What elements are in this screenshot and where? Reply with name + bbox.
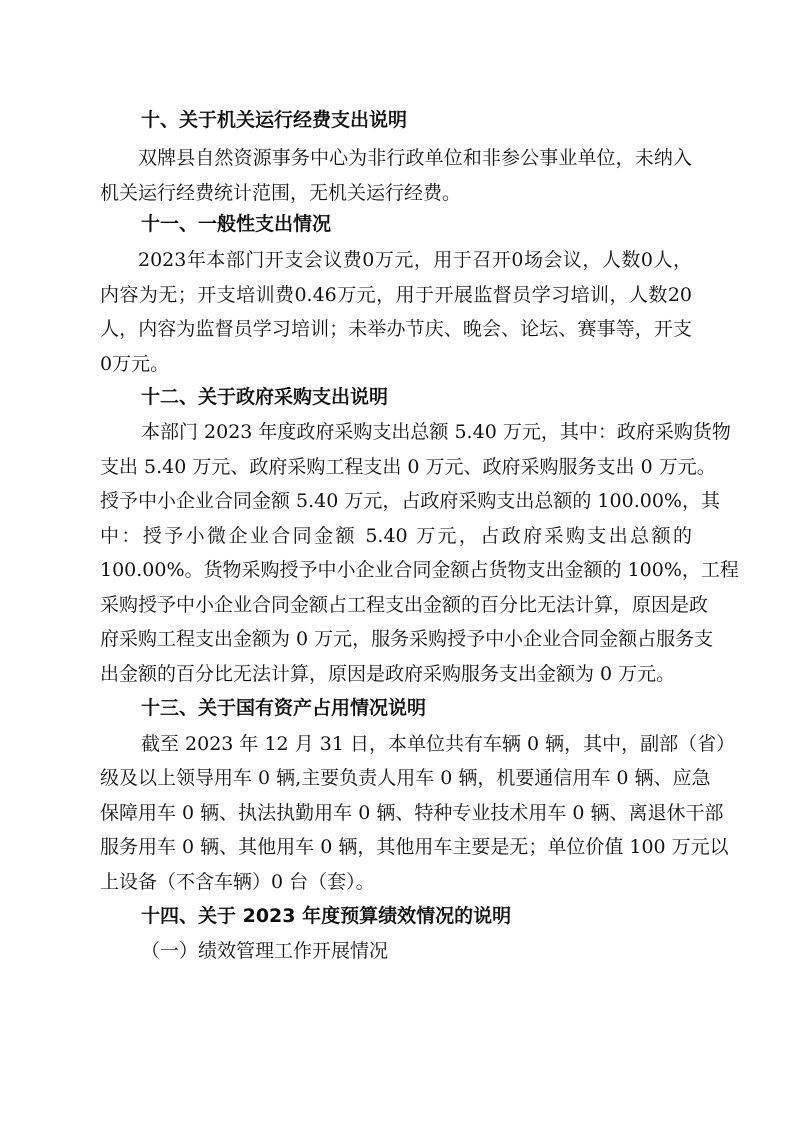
section-13-line: 截至 2023 年 12 月 31 日，本单位共有车辆 0 辆，其中，副部（省） — [141, 733, 736, 755]
section-10-heading: 十、关于机关运行经费支出说明 — [141, 109, 408, 131]
section-13-line: 上设备（不含车辆）0 台（套）。 — [100, 871, 375, 893]
section-12-line: 本部门 2023 年度政府采购支出总额 5.40 万元，其中：政府采购货物 — [141, 421, 731, 443]
section-12-heading: 十二、关于政府采购支出说明 — [141, 386, 389, 408]
section-13-line: 服务用车 0 辆、其他用车 0 辆，其他用车主要是无；单位价值 100 万元以 — [100, 836, 729, 858]
section-12-line: 府采购工程支出金额为 0 万元，服务采购授予中小企业合同金额占服务支 — [100, 628, 714, 650]
section-14-heading: 十四、关于 2023 年度预算绩效情况的说明 — [141, 905, 512, 927]
section-12-line: 支出 5.40 万元、政府采购工程支出 0 万元、政府采购服务支出 0 万元。 — [100, 456, 716, 478]
section-13-line: 保障用车 0 辆、执法执勤用车 0 辆、特种专业技术用车 0 辆、离退休干部 — [100, 802, 724, 824]
section-14-subheading: （一）绩效管理工作开展情况 — [141, 940, 389, 962]
section-11-heading: 十一、一般性支出情况 — [141, 213, 332, 235]
section-13-line: 级及以上领导用车 0 辆,主要负责人用车 0 辆，机要通信用车 0 辆、应急 — [100, 767, 711, 789]
section-12-line: 中：授予小微企业合同金额 5.40 万元，占政府采购支出总额的 — [100, 525, 692, 547]
section-12-line: 授予中小企业合同金额 5.40 万元，占政府采购支出总额的 100.00%，其 — [100, 490, 720, 512]
section-13-heading: 十三、关于国有资产占用情况说明 — [141, 697, 427, 719]
section-12-line: 出金额的百分比无法计算，原因是政府采购服务支出金额为 0 万元。 — [100, 663, 676, 685]
section-12-line: 采购授予中小企业合同金额占工程支出金额的百分比无法计算，原因是政 — [100, 594, 709, 616]
section-11-body: 2023年本部门开支会议费0万元，用于召开0场会议，人数0人，内容为无；开支培训费0.46万元，用于开展监督员学习培训，人数20人，内容为监督员学习培训；未举办节庆、晚会、论坛、赛事等，开支0万元。 — [100, 249, 692, 375]
section-10-body: 双牌县自然资源事务中心为非行政单位和非参公事业单位，未纳入机关运行经费统计范围，无机关运行经费。 — [100, 147, 692, 204]
section-12-line: 100.00%。货物采购授予中小企业合同金额占货物支出金额的 100%，工程 — [100, 559, 739, 581]
